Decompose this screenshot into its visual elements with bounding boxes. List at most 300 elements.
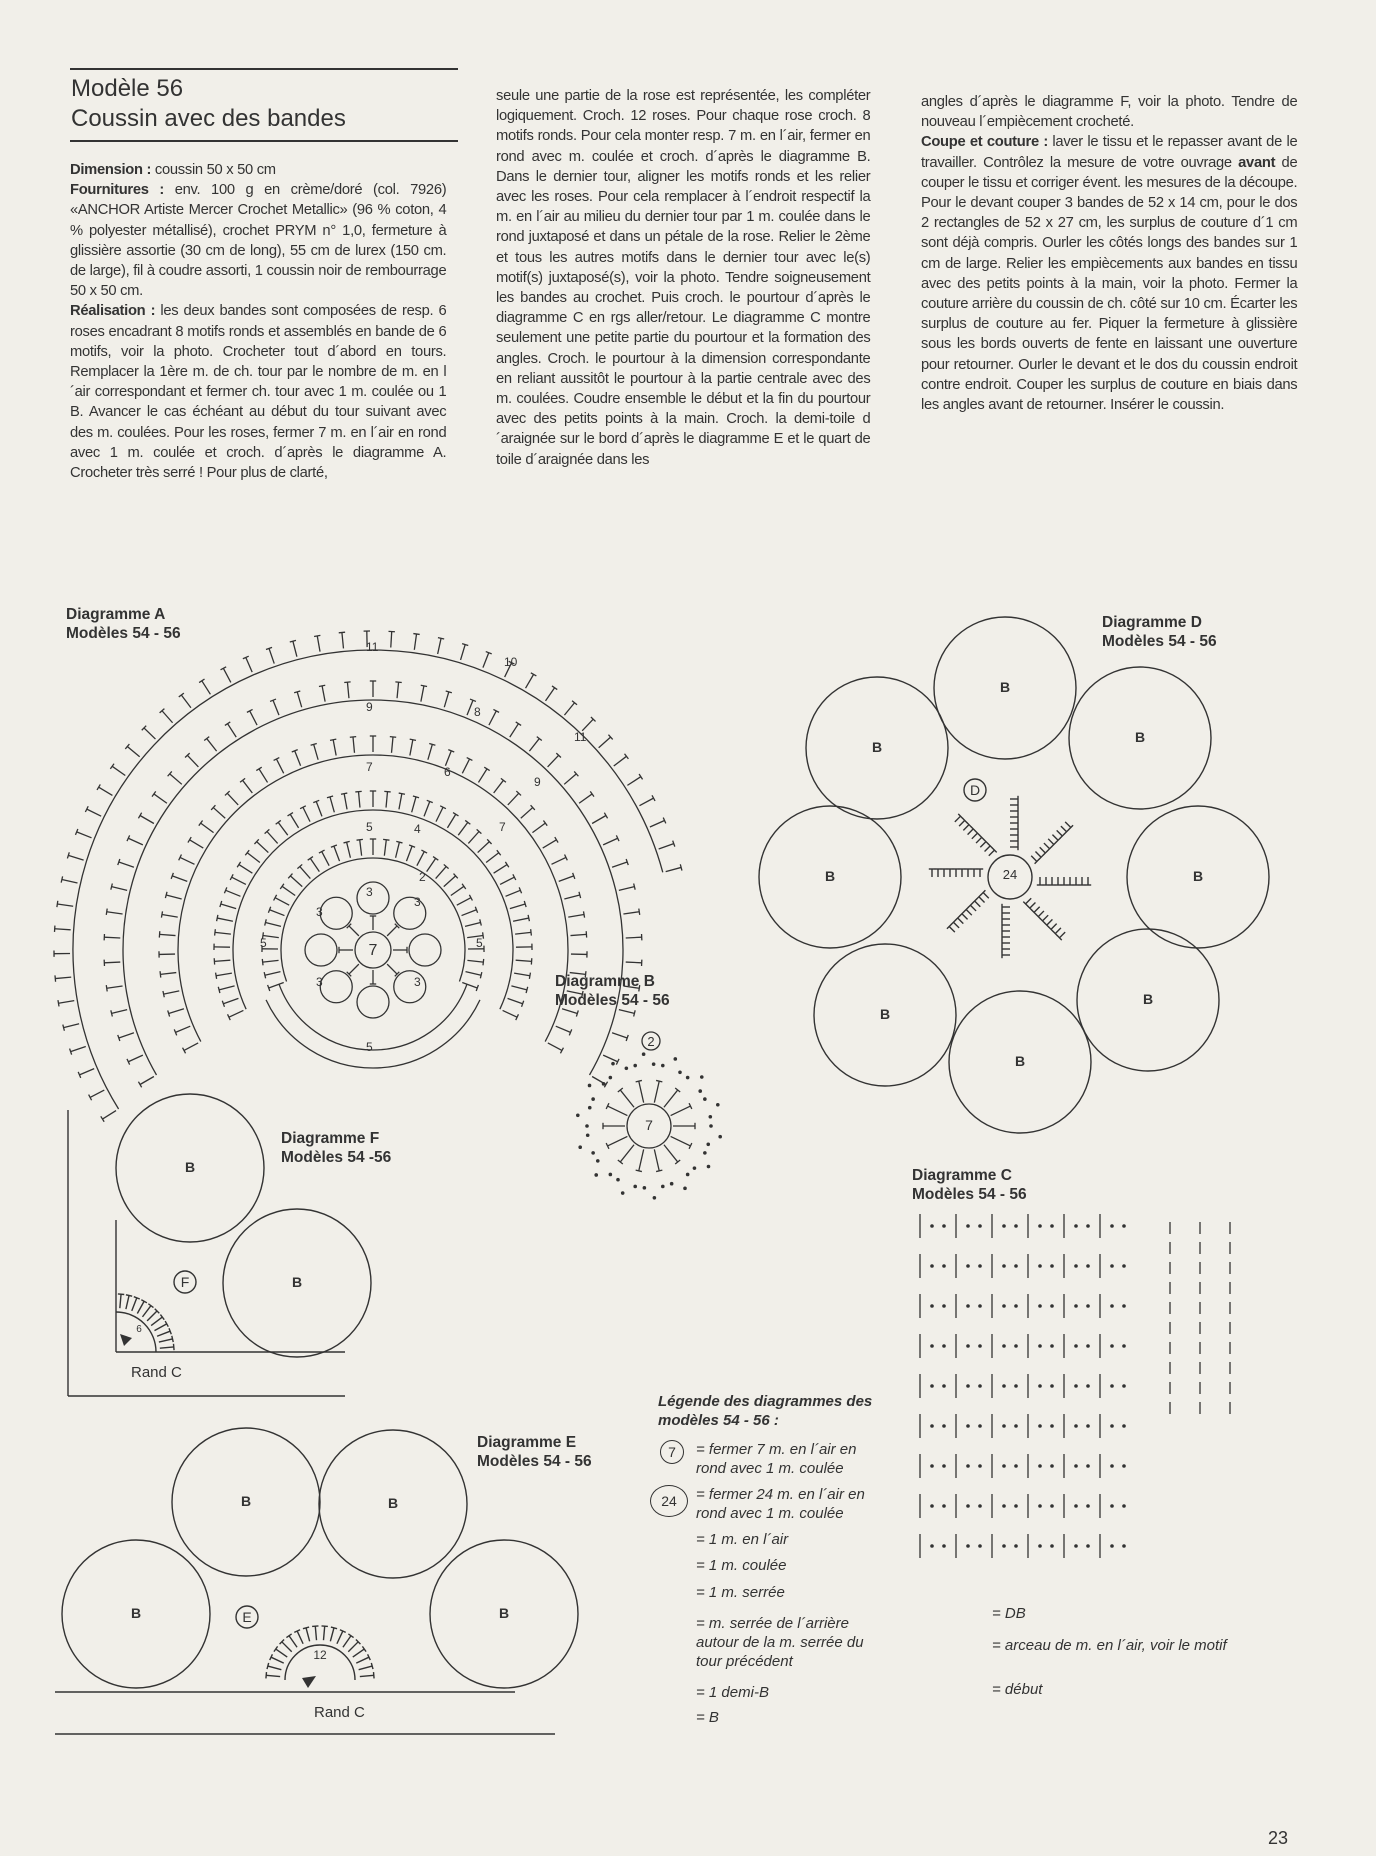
stitch-bar <box>634 883 636 889</box>
round-stitch <box>436 807 443 821</box>
diagram-b-chain-dot <box>591 1097 595 1101</box>
diagram-b-round-number: 2 <box>647 1034 655 1049</box>
round-stitch <box>247 853 260 863</box>
round-stitch <box>322 852 329 866</box>
round-stitch <box>87 809 101 816</box>
diagram-c-chain-dot <box>1086 1344 1090 1348</box>
diagram-c-chain-dot <box>1014 1424 1018 1428</box>
round-stitch <box>627 777 640 786</box>
round-stitch <box>359 792 360 808</box>
diagram-c-chain-dot <box>1038 1424 1042 1428</box>
round-stitch <box>68 855 83 860</box>
diagram-c-chain-dot <box>1038 1504 1042 1508</box>
diagram-e-stitch <box>348 1642 358 1652</box>
stitch-bar <box>58 1000 59 1006</box>
stitch-bar <box>585 971 586 977</box>
round-stitch <box>213 808 225 819</box>
round-stitch <box>489 711 496 725</box>
diagram-b <box>576 1032 722 1200</box>
diagram-a-ring-label: 10 <box>504 655 518 669</box>
round-stitch <box>516 960 532 961</box>
stitch-bar <box>199 821 203 826</box>
diagram-f-stitch <box>120 1294 121 1308</box>
round-stitch <box>290 814 298 828</box>
round-stitch <box>570 934 586 935</box>
diagram-b-chain-dot <box>616 1178 620 1182</box>
round-stitch <box>104 937 120 938</box>
round-stitch <box>417 852 424 866</box>
diagram-b-chain-dot <box>700 1075 704 1079</box>
diagram-b-chain-dot <box>686 1076 690 1080</box>
round-stitch <box>300 867 311 879</box>
diagram-c-chain-dot <box>930 1464 934 1468</box>
round-stitch <box>317 636 320 652</box>
round-stitch <box>347 682 349 698</box>
diagram-b-chain-dot <box>706 1142 710 1146</box>
round-stitch <box>436 867 447 879</box>
diagram-e-stitch <box>276 1649 287 1657</box>
diagram-b-center-number: 7 <box>645 1117 653 1133</box>
diagram-c-chain-dot <box>1122 1504 1126 1508</box>
stitch-bar <box>362 1646 366 1651</box>
legend-symbol: 7 <box>660 1440 684 1464</box>
round-stitch <box>457 898 471 906</box>
round-stitch <box>592 816 606 824</box>
diagram-d-stitch <box>1065 822 1071 828</box>
stitch-bar <box>483 959 484 965</box>
round-stitch <box>55 977 71 978</box>
diagram-b-stitch <box>608 1106 628 1116</box>
round-stitch <box>214 960 230 961</box>
round-stitch <box>246 657 252 672</box>
round-stitch <box>127 747 139 757</box>
round-stitch <box>314 744 318 759</box>
diagram-c-chain-dot <box>1110 1344 1114 1348</box>
diagram-d-stitch <box>1052 835 1058 841</box>
round-stitch <box>532 823 545 832</box>
round-stitch <box>228 724 237 737</box>
diagram-b-chain-dot <box>703 1097 707 1101</box>
round-stitch <box>64 1024 80 1028</box>
round-stitch <box>55 929 71 930</box>
round-stitch <box>410 740 413 756</box>
diagram-c-chain-dot <box>978 1424 982 1428</box>
diagram-b-chain-dot <box>653 1196 657 1200</box>
diagram-d-subtitle: Modèles 54 - 56 <box>1102 633 1217 650</box>
round-stitch <box>466 972 482 976</box>
round-stitch <box>567 991 583 994</box>
diagram-d-stitch <box>962 914 968 920</box>
round-stitch <box>293 641 297 656</box>
round-stitch <box>162 915 178 918</box>
diagram-d-stitch <box>1034 907 1040 913</box>
stitch-bar <box>579 892 581 898</box>
diagram-c-chain-dot <box>978 1504 982 1508</box>
diagram-c-chain-dot <box>978 1544 982 1548</box>
round-stitch <box>259 769 268 783</box>
round-stitch <box>483 653 489 668</box>
round-stitch <box>451 886 464 895</box>
diagram-d-marker: D <box>969 782 981 798</box>
round-stitch <box>556 1026 571 1032</box>
diagram-b-stitch <box>608 1136 628 1146</box>
round-stitch <box>384 840 386 856</box>
page-title: Coussin avec des bandes <box>71 105 346 132</box>
diagram-d-stitch <box>963 825 969 831</box>
round-stitch <box>614 756 627 766</box>
diagram-c-chain-dot <box>1002 1344 1006 1348</box>
round-stitch <box>207 739 217 752</box>
round-stitch <box>90 1090 104 1097</box>
round-stitch <box>219 986 234 990</box>
stitch-bar <box>280 884 284 889</box>
round-stitch <box>570 973 586 975</box>
diagram-f <box>68 1094 371 1396</box>
stitch-bar <box>590 791 594 796</box>
round-stitch <box>162 711 173 723</box>
stitch-bar <box>63 1025 65 1031</box>
stitch-bar <box>216 973 217 979</box>
legend-item: = 1 m. coulée <box>696 1557 787 1574</box>
round-stitch <box>71 1046 86 1051</box>
round-stitch <box>529 739 539 752</box>
stitch-bar <box>265 919 267 925</box>
stitch-bar <box>390 737 396 738</box>
diagram-c-chain-dot <box>1014 1344 1018 1348</box>
diagram-f-stitch <box>147 1311 157 1321</box>
round-stitch <box>184 1043 198 1051</box>
diagram-f-stitch <box>142 1306 150 1317</box>
round-stitch <box>543 840 557 848</box>
diagram-b-chain-dot <box>670 1182 674 1186</box>
diagram-c-chain-dot <box>942 1544 946 1548</box>
stitch-bar <box>371 1663 373 1669</box>
round-stitch <box>250 711 257 725</box>
stitch-bar <box>163 991 164 997</box>
round-stitch <box>160 973 176 975</box>
stitch-bar <box>413 634 419 635</box>
diagram-c-chain-dot <box>966 1424 970 1428</box>
stitch-bar <box>552 686 557 690</box>
stitch-bar <box>220 901 222 907</box>
diagram-c-chain-dot <box>1074 1344 1078 1348</box>
stitch-bar <box>303 1627 309 1629</box>
round-stitch <box>107 986 123 988</box>
diagram-b-title: Diagramme B <box>555 973 655 990</box>
diagram-c-chain-dot <box>1038 1344 1042 1348</box>
stitch-bar <box>348 1634 353 1638</box>
stitch-bar <box>634 1010 636 1016</box>
legend-item: = 1 demi-B <box>696 1684 769 1701</box>
round-stitch <box>462 982 477 987</box>
round-stitch <box>396 842 400 858</box>
round-stitch <box>275 898 289 906</box>
diagram-e-stitch <box>306 1628 310 1642</box>
diagram-c-chain-dot <box>978 1384 982 1388</box>
stitch-bar <box>286 1634 291 1638</box>
stitch-bar <box>462 644 468 646</box>
round-stitch <box>227 793 238 805</box>
stitch-bar <box>480 972 481 978</box>
stitch-bar <box>217 915 218 921</box>
diagram-a-ring-label: 5 <box>476 936 483 950</box>
round-stitch <box>128 1055 143 1062</box>
round-stitch <box>79 1069 94 1075</box>
diagram-f-stitch <box>132 1298 137 1311</box>
diagram-c-chain-dot <box>1038 1384 1042 1388</box>
stitch-bar <box>118 1294 124 1295</box>
coupe-text-b: de couper le tissu et corriger évent. les mesures de la découpe. Pour le devant couper 3 bandes de 52 x 14 cm, pour le dos 2 rectangles de 52 x 27 cm, les surplus de couture d´1 cm sont déjà compris. Ourler les côtés longs des bandes sur 1 cm de large. Relier les empiècements aux bandes en tissu avec des petits points à la main, voir la photo. Fermer la couture arrière du coussin de ch. côté sur 10 cm. Écarter les surplus de couture au fer. Piquer la fermeture à glissière sous les bords ouverts de fente en laissant une ouverture pour retourner. Ourler le devant et le dos du coussin endroit contre endroit. Couper les surplus de couture en biais dans les angles avant de retourner. Insérer le coussin. <box>921 153 1298 414</box>
legend-right-item: = début <box>992 1681 1043 1698</box>
diagram-f-title: Diagramme F <box>281 1130 380 1147</box>
lower-arc-2 <box>266 1000 480 1068</box>
stitch-bar <box>384 791 390 792</box>
round-stitch <box>342 633 344 649</box>
diagram-c-chain-dot <box>1086 1424 1090 1428</box>
diagram-c-chain-dot <box>1050 1264 1054 1268</box>
diagram-c-chain-dot <box>930 1344 934 1348</box>
round-stitch <box>201 823 214 832</box>
diagram-d-stitch <box>1051 924 1057 930</box>
diagram-a-title: Diagramme A <box>66 606 166 623</box>
stitch-bar <box>636 1170 642 1171</box>
diagram-e-stitch <box>353 1649 364 1657</box>
legend-item: = B <box>696 1709 719 1726</box>
stitch-bar <box>67 852 69 858</box>
round-stitch <box>190 840 204 848</box>
diagram-c-chain-dot <box>1086 1224 1090 1228</box>
round-stitch <box>514 973 530 976</box>
stitch-bar <box>331 1627 337 1629</box>
round-stitch <box>626 937 642 938</box>
stitch-bar <box>639 909 640 915</box>
stitch-bar <box>480 919 482 925</box>
diagram-c-chain-dot <box>978 1464 982 1468</box>
diagram-c-chain-dot <box>1002 1544 1006 1548</box>
round-stitch <box>62 879 78 883</box>
diagram-c-chain-dot <box>1122 1224 1126 1228</box>
petal-stitch <box>387 964 397 974</box>
diagram-f-stitch <box>154 1324 166 1331</box>
coupe-bold: avant <box>1238 153 1276 171</box>
diagram-e-stitch <box>330 1628 334 1642</box>
round-stitch <box>639 798 653 806</box>
circle-b-label: B <box>241 1493 252 1509</box>
diagram-d-stitch <box>972 833 978 839</box>
diagram-b-chain-dot <box>709 1124 713 1128</box>
diagram-d-stitch <box>968 829 974 835</box>
diagram-c-chain-dot <box>966 1344 970 1348</box>
diagram-b-stitch <box>639 1081 644 1102</box>
diagram-a-ring-label: 9 <box>366 700 373 714</box>
diagram-c-chain-dot <box>1002 1384 1006 1388</box>
diagram-d-stitch <box>966 910 972 916</box>
diagram-d-stitch <box>1047 919 1053 925</box>
round-stitch <box>99 787 113 795</box>
round-stitch <box>579 794 592 803</box>
diagram-b-chain-dot <box>718 1135 722 1139</box>
round-stitch <box>270 910 285 916</box>
round-stitch <box>170 774 182 784</box>
diagram-c-chain-dot <box>978 1264 982 1268</box>
diagram-f-marker: F <box>180 1274 190 1290</box>
stitch-bar <box>126 1295 132 1296</box>
diagram-b-chain-dot <box>576 1113 580 1117</box>
diagram-c-chain-dot <box>1038 1264 1042 1268</box>
round-stitch <box>559 876 574 882</box>
diagram-a-ring-label: 5 <box>260 936 267 950</box>
diagram-c-chain-dot <box>1050 1384 1054 1388</box>
diagram-f-stitch <box>159 1339 173 1342</box>
diagram-e-stitch <box>343 1636 351 1647</box>
stitch-bar <box>341 793 347 794</box>
diagram-c-chain-dot <box>1110 1424 1114 1428</box>
legend-item: = 1 m. en l´air <box>696 1531 789 1548</box>
diagram-d-stitch <box>989 850 995 856</box>
stitch-bar <box>639 985 640 991</box>
stitch-bar <box>656 1170 662 1171</box>
diagram-a-ring-label: 3 <box>316 975 323 989</box>
diagram-c-chain-dot <box>1074 1384 1078 1388</box>
round-stitch <box>552 857 566 864</box>
diagram-d-stitch <box>1059 932 1065 938</box>
diagram-b-chain-dot <box>642 1052 646 1056</box>
stitch-bar <box>111 883 113 889</box>
diagram-f-stitch <box>157 1331 170 1336</box>
diagram-e-stitch <box>271 1657 284 1663</box>
diagram-d-stitch <box>983 893 989 899</box>
diagram-d-stitch <box>953 922 959 928</box>
diagram-c-chain-dot <box>942 1224 946 1228</box>
stitch-bar <box>543 821 547 826</box>
round-stitch <box>310 858 319 871</box>
diagram-a-ring-label: 5 <box>366 1040 373 1054</box>
round-stitch <box>347 842 351 858</box>
stitch-bar <box>656 1080 662 1081</box>
stitch-bar <box>330 739 336 740</box>
stitch-bar <box>106 909 107 915</box>
diagram-b-chain-dot <box>693 1166 697 1170</box>
round-stitch <box>144 728 155 739</box>
round-stitch <box>282 886 295 895</box>
round-stitch <box>562 1009 577 1014</box>
petal-ring <box>320 897 352 929</box>
diagram-c-chain-dot <box>1038 1304 1042 1308</box>
diagram-e-stitch <box>268 1666 282 1670</box>
legend-item: = fermer 7 m. en l´air en rond avec 1 m. coulée <box>696 1441 857 1477</box>
stitch-bar <box>160 971 161 977</box>
dimension-label: Dimension : <box>70 161 152 178</box>
stitch-bar <box>314 635 320 636</box>
diagram-b-chain-dot <box>625 1066 629 1070</box>
round-stitch <box>269 648 274 663</box>
stitch-bar <box>61 876 62 882</box>
diagram-c-chain-dot <box>1050 1424 1054 1428</box>
circle-b-label: B <box>880 1006 891 1022</box>
round-stitch <box>344 794 347 810</box>
diagram-b-chain-dot <box>586 1133 590 1137</box>
round-stitch <box>104 962 120 963</box>
diagram-c-chain-dot <box>930 1304 934 1308</box>
stitch-bar <box>267 1663 269 1669</box>
diagram-a-center-number: 7 <box>368 942 378 959</box>
diagram-d-stitch <box>1061 826 1067 832</box>
round-stitch <box>548 1043 562 1051</box>
round-stitch <box>603 838 618 845</box>
round-stitch <box>386 792 387 808</box>
circle-b-label: B <box>1135 729 1146 745</box>
diagram-c-chain-dot <box>1086 1464 1090 1468</box>
circle-b-label: B <box>185 1159 196 1175</box>
diagram-d-stitch <box>976 837 982 843</box>
diagram-c-chain-dot <box>1122 1264 1126 1268</box>
round-stitch <box>160 934 176 935</box>
round-stitch <box>330 797 334 812</box>
diagram-d-stitch <box>1035 852 1041 858</box>
diagram-c-chain-dot <box>942 1304 946 1308</box>
diagram-b-chain-dot <box>609 1076 613 1080</box>
round-stitch <box>180 857 194 864</box>
legend-right-item: = arceau de m. en l´air, voir le motif <box>992 1637 1227 1654</box>
diagram-f-edge-label: Rand C <box>131 1364 182 1381</box>
stitch-bar <box>322 1626 328 1627</box>
circle-b-label: B <box>1193 868 1204 884</box>
round-stitch <box>478 842 490 853</box>
diagram-c-chain-dot <box>1002 1224 1006 1228</box>
round-stitch <box>506 890 521 896</box>
diagram-c-chain-dot <box>1110 1384 1114 1388</box>
round-stitch <box>494 865 507 874</box>
round-stitch <box>303 807 310 821</box>
round-stitch <box>58 1001 74 1004</box>
diagram-b-stitch <box>620 1145 634 1162</box>
petal-stitch <box>349 964 359 974</box>
round-stitch <box>399 794 402 810</box>
diagram-b-stitch <box>654 1081 659 1102</box>
diagram-c-chain-dot <box>1122 1344 1126 1348</box>
diagram-c-chain-dot <box>1074 1304 1078 1308</box>
diagram-b-chain-dot <box>611 1062 615 1066</box>
page-number: 23 <box>1268 1828 1289 1848</box>
round-stitch <box>232 877 246 884</box>
round-stitch <box>269 982 284 987</box>
diagram-a-ring-label: 3 <box>366 885 373 899</box>
diagram-c-chain-dot <box>1014 1224 1018 1228</box>
round-stitch <box>322 686 325 702</box>
round-stitch <box>166 895 181 899</box>
petal-stitch <box>387 926 397 936</box>
round-stitch <box>391 632 392 648</box>
diagram-c-chain-dot <box>1002 1304 1006 1308</box>
stitch-bar <box>344 682 350 683</box>
diagram-d-stitch <box>1031 856 1037 862</box>
diagram-c-chain-dot <box>1086 1304 1090 1308</box>
round-stitch <box>546 688 555 701</box>
stitch-bar <box>174 1344 175 1350</box>
diagram-d-stitch <box>980 842 986 848</box>
round-stitch <box>564 774 576 784</box>
coupe-text-a: laver le tissu et le repasser avant de le travailler. Contrôlez la mesure de votre ouvrage <box>921 133 1298 171</box>
stitch-bar <box>433 857 438 861</box>
round-stitch <box>612 1033 627 1038</box>
diagram-e-stitch <box>282 1642 292 1652</box>
round-stitch <box>223 998 238 1003</box>
round-stitch <box>290 876 302 887</box>
round-stitch <box>107 912 123 914</box>
legend-symbol: 24 <box>650 1485 688 1517</box>
round-stitch <box>508 998 523 1003</box>
diagram-c-chain-dot <box>1122 1544 1126 1548</box>
